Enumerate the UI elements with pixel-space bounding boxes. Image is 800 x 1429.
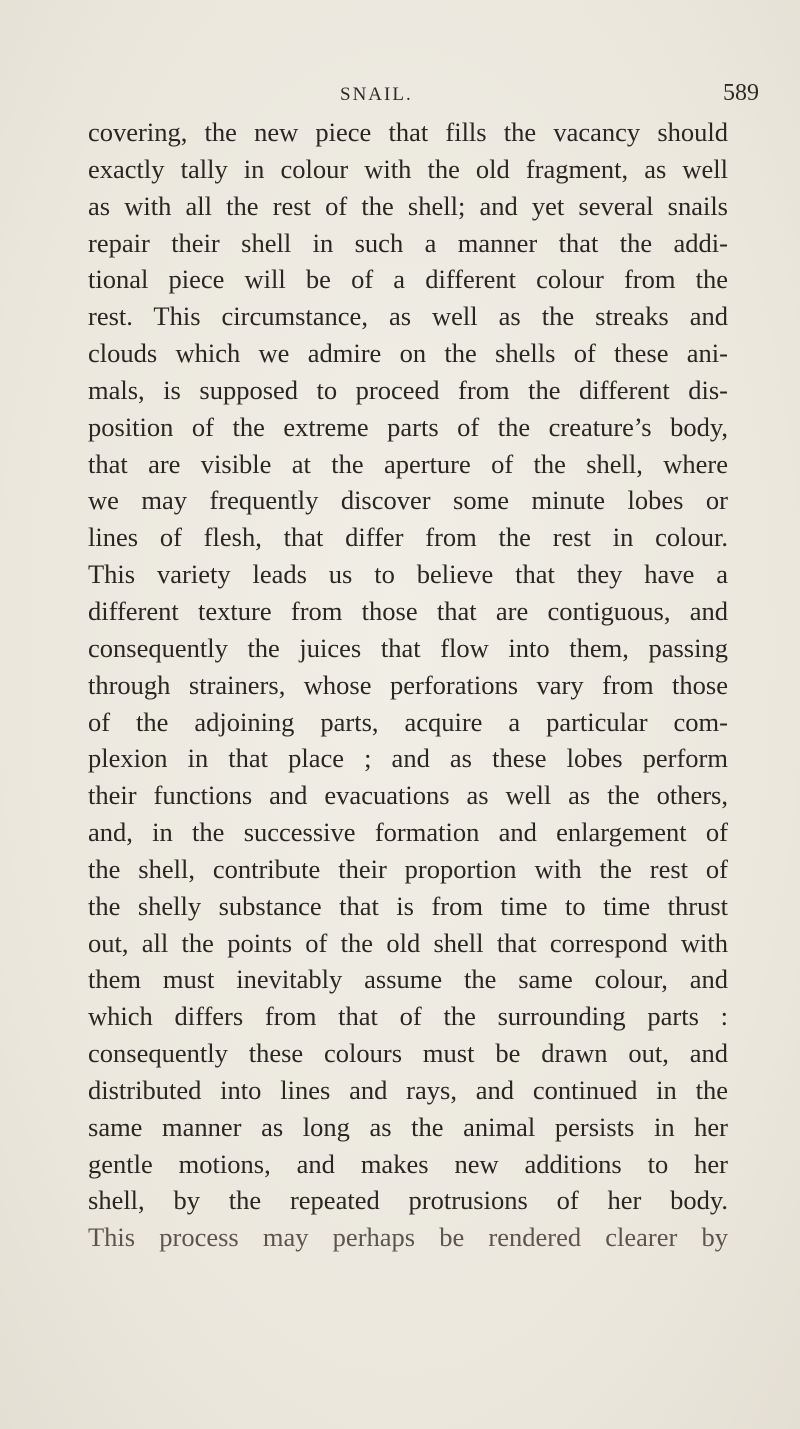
text-line: rest. This circumstance, as well as the streaks and <box>88 301 728 332</box>
text-line: lines of flesh, that differ from the rest in colour. <box>88 522 728 553</box>
text-line: different texture from those that are contiguous, and <box>88 595 728 626</box>
text-line: and, in the successive formation and enlargement of <box>88 817 728 848</box>
text-line: tional piece will be of a different colour from the <box>88 264 728 295</box>
text-line: distributed into lines and rays, and continued in the <box>88 1074 728 1105</box>
text-line: that are visible at the aperture of the shell, where <box>88 448 728 479</box>
text-line: shell, by the repeated protrusions of her body. <box>88 1185 728 1216</box>
text-line: gentle motions, and makes new additions to her <box>88 1148 728 1179</box>
text-line: plexion in that place ; and as these lobes perform <box>88 743 728 774</box>
text-line: repair their shell in such a manner that the addi- <box>88 227 728 258</box>
running-head-title: SNAIL. <box>340 84 413 105</box>
text-line: same manner as long as the animal persists in her <box>88 1111 728 1142</box>
text-line: position of the extreme parts of the creature’s body, <box>88 411 728 442</box>
running-head <box>0 80 800 114</box>
body-text <box>88 114 728 1256</box>
text-line: as with all the rest of the shell; and yet several snails <box>88 190 728 221</box>
text-line: exactly tally in colour with the old fragment, as well <box>88 153 728 184</box>
text-line: we may frequently discover some minute lobes or <box>88 485 728 516</box>
text-line: out, all the points of the old shell that correspond with <box>88 927 728 958</box>
text-line: through strainers, whose perforations vary from those <box>88 669 728 700</box>
page-number: 589 <box>723 80 759 106</box>
text-line: consequently the juices that flow into them, passing <box>88 632 728 663</box>
text-line: covering, the new piece that fills the vacancy should <box>88 117 728 147</box>
text-line: clouds which we admire on the shells of these ani- <box>88 338 728 369</box>
text-line: which differs from that of the surrounding parts : <box>88 1001 728 1032</box>
text-line: consequently these colours must be drawn out, and <box>88 1038 728 1069</box>
text-line: the shell, contribute their proportion with the rest of <box>88 853 728 884</box>
text-line: of the adjoining parts, acquire a particular com- <box>88 706 728 737</box>
text-line: them must inevitably assume the same colour, and <box>88 964 728 995</box>
text-line: This process may perhaps be rendered clearer by <box>88 1222 728 1253</box>
text-line: mals, is supposed to proceed from the different dis- <box>88 374 728 405</box>
text-line: their functions and evacuations as well as the others, <box>88 780 728 811</box>
text-line: the shelly substance that is from time to time thrust <box>88 890 728 921</box>
text-line: This variety leads us to believe that they have a <box>88 559 728 590</box>
